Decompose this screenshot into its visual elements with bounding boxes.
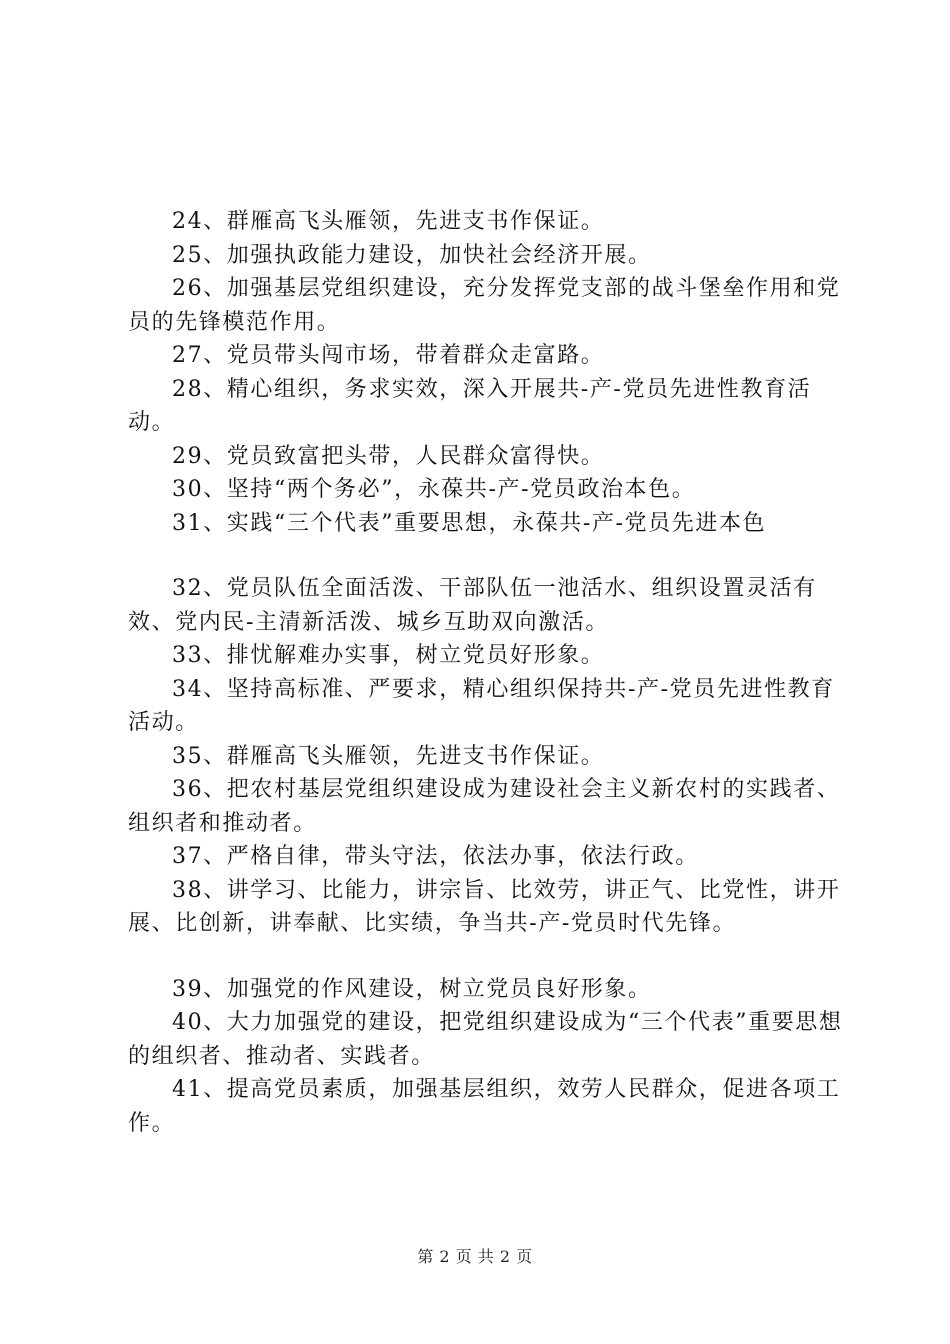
paragraph-30: 30、坚持“两个务必”，永葆共-产-党员政治本色。 — [172, 477, 696, 502]
paragraph-25: 25、加强执政能力建设，加快社会经济开展。 — [172, 242, 652, 268]
paragraph-gap — [128, 941, 848, 973]
page-footer — [0, 1244, 950, 1267]
paragraph-33: 33、排忧解难办实事，树立党员好形象。 — [172, 643, 605, 668]
paragraph-31: 31、实践“三个代表”重要思想，永葆共-产-党员先进本色 — [172, 510, 767, 536]
paragraph-27: 27、党员带头闯市场，带着群众走富路。 — [172, 343, 605, 368]
paragraph-39: 39、加强党的作风建设，树立党员良好形象。 — [172, 976, 652, 1002]
page-number-label: 第 2 页 共 2 页 — [417, 1247, 533, 1266]
paragraph-38: 38、讲学习、比能力，讲宗旨、比效劳，讲正气、比党性，讲开展、比创新，讲奉献、比实绩，争当共-产-党员时代先锋。 — [128, 877, 841, 936]
paragraph-40: 40、大力加强党的建设，把党组织建设成为“三个代表”重要思想的组织者、推动者、实践者。 — [128, 1010, 843, 1069]
paragraph-26: 26、加强基层党组织建设，充分发挥党支部的战斗堡垒作用和党员的先锋模范作用。 — [128, 276, 841, 335]
paragraph-37: 37、严格自律，带头守法，依法办事，依法行政。 — [172, 844, 699, 869]
paragraph-36: 36、把农村基层党组织建设成为建设社会主义新农村的实践者、组织者和推动者。 — [128, 777, 841, 836]
document-body — [128, 205, 848, 1140]
paragraph-24: 24、群雁高飞头雁领，先进支书作保证。 — [172, 209, 605, 234]
paragraph-29: 29、党员致富把头带，人民群众富得快。 — [172, 443, 605, 469]
paragraph-41: 41、提高党员素质，加强基层组织，效劳人民群众，促进各项工作。 — [128, 1077, 841, 1136]
paragraph-gap — [128, 540, 848, 572]
paragraph-28: 28、精心组织，务求实效，深入开展共-产-党员先进性教育活动。 — [128, 376, 812, 435]
paragraph-32: 32、党员队伍全面活泼、干部队伍一池活水、组织设置灵活有效、党内民-主清新活泼、城乡互助双向激活。 — [128, 576, 817, 635]
paragraph-34: 34、坚持高标准、严要求，精心组织保持共-产-党员先进性教育活动。 — [128, 676, 835, 735]
paragraph-35: 35、群雁高飞头雁领，先进支书作保证。 — [172, 743, 605, 769]
